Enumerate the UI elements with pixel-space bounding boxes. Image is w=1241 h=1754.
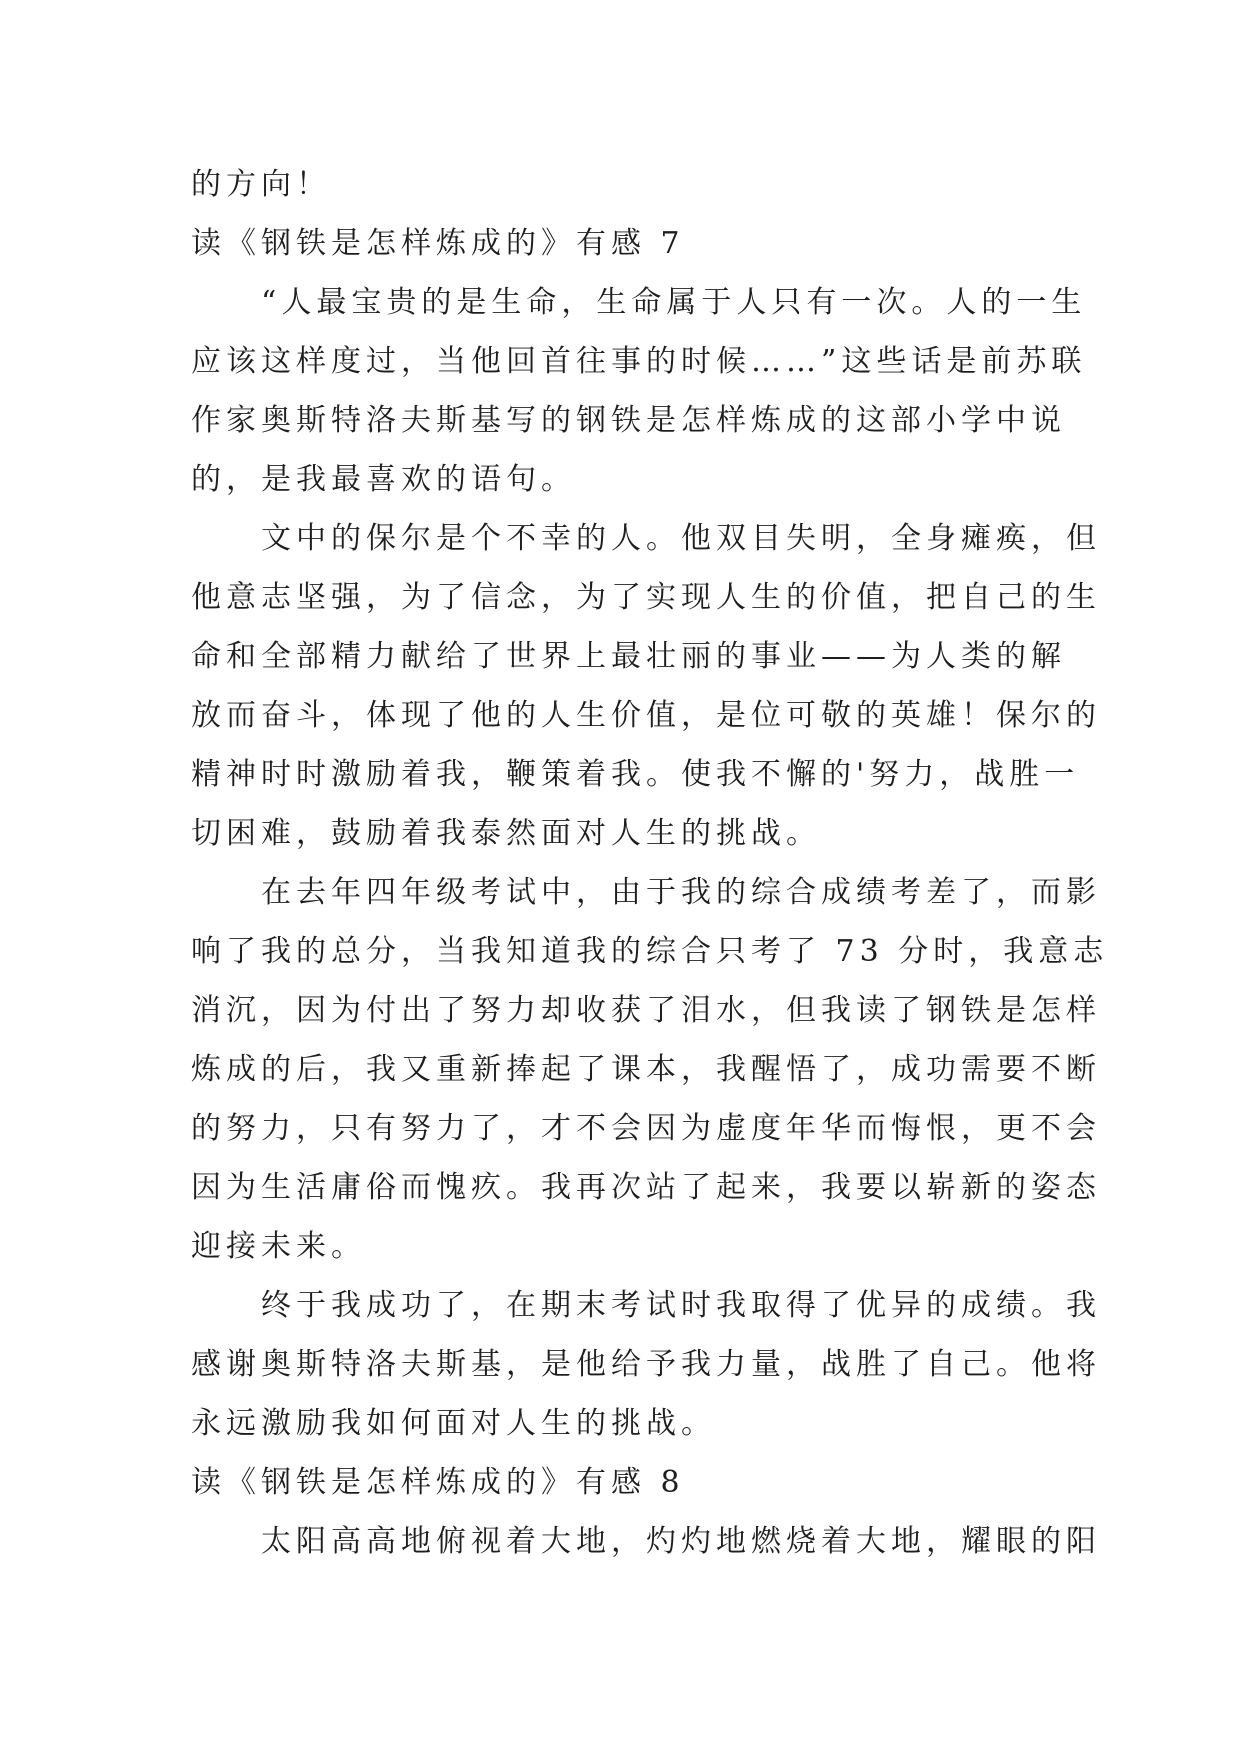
text-line: 感谢奥斯特洛夫斯基，是他给予我力量，战胜了自己。他将 — [191, 1347, 1101, 1382]
text-line: 在去年四年级考试中，由于我的综合成绩考差了，而影 — [261, 875, 1101, 910]
text-line: 的，是我最喜欢的语句。 — [191, 462, 576, 497]
text-line: 炼成的后，我又重新捧起了课本，我醒悟了，成功需要不断 — [191, 1052, 1101, 1087]
text-line: 文中的保尔是个不幸的人。他双目失明，全身瘫痪，但 — [261, 521, 1101, 556]
text-line: 永远激励我如何面对人生的挑战。 — [191, 1406, 716, 1441]
text-line: 命和全部精力献给了世界上最壮丽的事业——为人类的解 — [191, 639, 1066, 674]
text-line: 响了我的总分，当我知道我的综合只考了 73 分时，我意志 — [191, 934, 1109, 969]
text-line: 的方向！ — [191, 167, 331, 202]
text-line: 因为生活庸俗而愧疚。我再次站了起来，我要以崭新的姿态 — [191, 1170, 1101, 1205]
text-line: 应该这样度过，当他回首往事的时候……”这些话是前苏联 — [191, 344, 1087, 379]
document-body — [191, 155, 1109, 1571]
section-heading: 读《钢铁是怎样炼成的》有感 7 — [191, 226, 685, 261]
text-line: 切困难，鼓励着我泰然面对人生的挑战。 — [191, 816, 821, 851]
text-line: “人最宝贵的是生命，生命属于人只有一次。人的一生 — [261, 285, 1087, 320]
text-line: 的努力，只有努力了，才不会因为虚度年华而悔恨，更不会 — [191, 1111, 1101, 1146]
text-line: 消沉，因为付出了努力却收获了泪水，但我读了钢铁是怎样 — [191, 993, 1101, 1028]
text-line: 作家奥斯特洛夫斯基写的钢铁是怎样炼成的这部小学中说 — [191, 403, 1066, 438]
text-line: 太阳高高地俯视着大地，灼灼地燃烧着大地，耀眼的阳 — [261, 1524, 1101, 1559]
text-line: 精神时时激励着我，鞭策着我。使我不懈的'努力，战胜一 — [191, 757, 1080, 792]
text-line: 他意志坚强，为了信念，为了实现人生的价值，把自己的生 — [191, 580, 1101, 615]
text-line: 终于我成功了，在期末考试时我取得了优异的成绩。我 — [261, 1288, 1101, 1323]
text-line: 迎接未来。 — [191, 1229, 366, 1264]
section-heading: 读《钢铁是怎样炼成的》有感 8 — [191, 1465, 685, 1500]
text-line: 放而奋斗，体现了他的人生价值，是位可敬的英雄！保尔的 — [191, 698, 1101, 733]
